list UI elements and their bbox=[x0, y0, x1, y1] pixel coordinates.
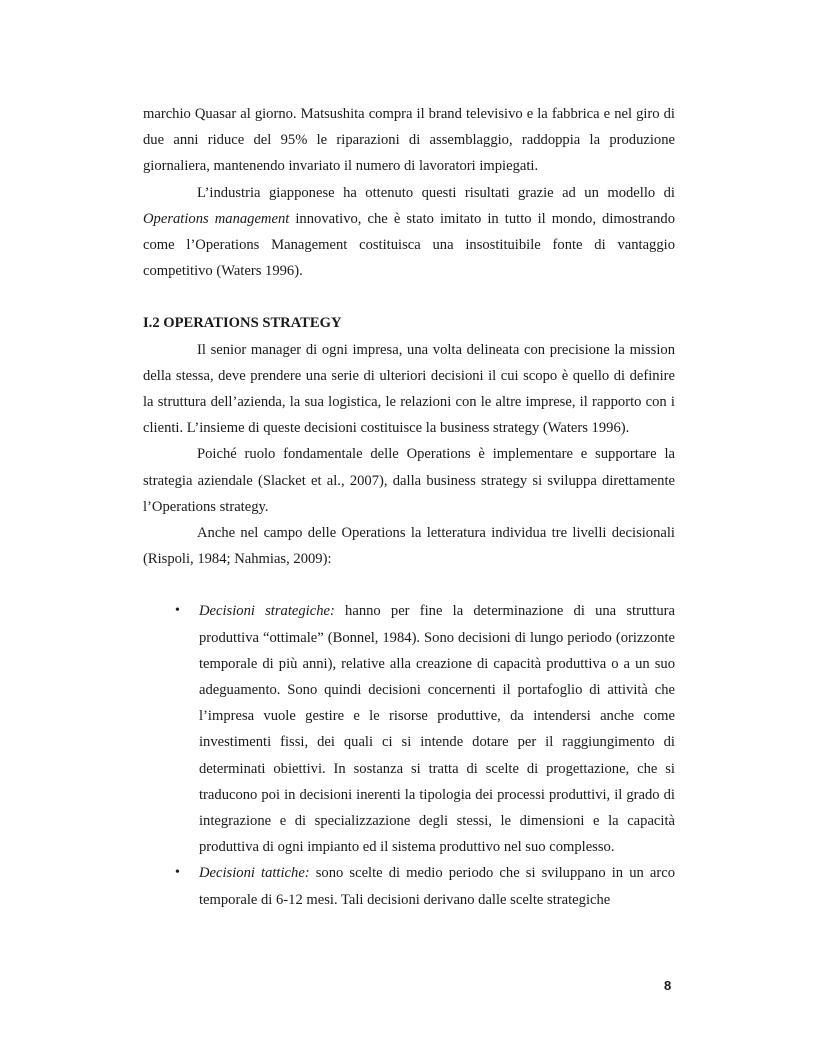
paragraph-2 bbox=[143, 180, 675, 285]
decision-levels-list bbox=[143, 598, 675, 912]
spacer bbox=[143, 284, 675, 310]
list-item-text: sono scelte di medio periodo che si sviluppano in un arco temporale di 6-12 mesi. Tali decisioni derivano dalle scelte strategiche bbox=[199, 865, 675, 908]
paragraph-2-emphasis: Operations management bbox=[143, 210, 290, 227]
paragraph-3: Il senior manager di ogni impresa, una volta delineata con precisione la mission della stessa, deve prendere una serie di ulteriori decisioni il cui scopo è quello di definire la struttura dell’azienda, la sua logistica, le relazioni con le altre imprese, il rapporto con i clienti. L’insieme di queste decisioni costituisce la business strategy (Waters 1996). bbox=[143, 341, 675, 437]
list-item bbox=[143, 598, 675, 860]
bullet-marker: • bbox=[175, 603, 180, 619]
paragraph-4: Poiché ruolo fondamentale delle Operations è implementare e supportare la strategia aziendale (Slacket et al., 2007), dalla business strategy si sviluppa direttamente l’Operations strategy. bbox=[143, 446, 675, 515]
page-number: 8 bbox=[664, 978, 672, 993]
paragraph-5: Anche nel campo delle Operations la letteratura individua tre livelli decisionali (Rispoli, 1984; Nahmias, 2009): bbox=[143, 525, 675, 568]
paragraph-2-lead: L’industria giapponese ha ottenuto questi risultati grazie ad un modello di bbox=[197, 184, 675, 201]
list-item-term: Decisioni strategiche: bbox=[199, 603, 335, 620]
paragraph-1: marchio Quasar al giorno. Matsushita compra il brand televisivo e la fabbrica e nel giro di due anni riduce del 95% le riparazioni di assemblaggio, raddoppia la produzione giornaliera, mantenendo invariato il numero di lavoratori impiegati. bbox=[143, 106, 675, 175]
document-page bbox=[143, 101, 675, 913]
section-heading: I.2 OPERATIONS STRATEGY bbox=[143, 315, 342, 332]
list-item-text: hanno per fine la determinazione di una struttura produttiva “ottimale” (Bonnel, 1984). Sono decisioni di lungo periodo (orizzonte temporale di più anni), relative alla creazione di capacità produttiva o a un suo adeguamento. Sono quindi decisioni concernenti il portafoglio di attività che l’impresa vuole gestire e le risorse produttive, da intendersi anche come investimenti fissi, dei quali ci si intende dotare per il raggiungimento di determinati obiettivi. In sostanza si tratta di scelte di progettazione, che si traducono poi in decisioni inerenti la tipologia dei processi produttivi, il grado di integrazione e di specializzazione degli stessi, le dimensioni e la capacità produttiva di ogni impianto ed il sistema produttivo nel suo complesso. bbox=[199, 603, 675, 856]
bullet-marker: • bbox=[175, 865, 180, 881]
list-item-term: Decisioni tattiche: bbox=[199, 865, 310, 882]
spacer bbox=[143, 572, 675, 598]
paragraph-2-rest: innovativo, che è stato imitato in tutto il mondo, dimostrando come l’Operations Management costituisca una insostituibile fonte di vantaggio competitivo (Waters 1996). bbox=[143, 210, 675, 280]
list-item bbox=[143, 860, 675, 912]
